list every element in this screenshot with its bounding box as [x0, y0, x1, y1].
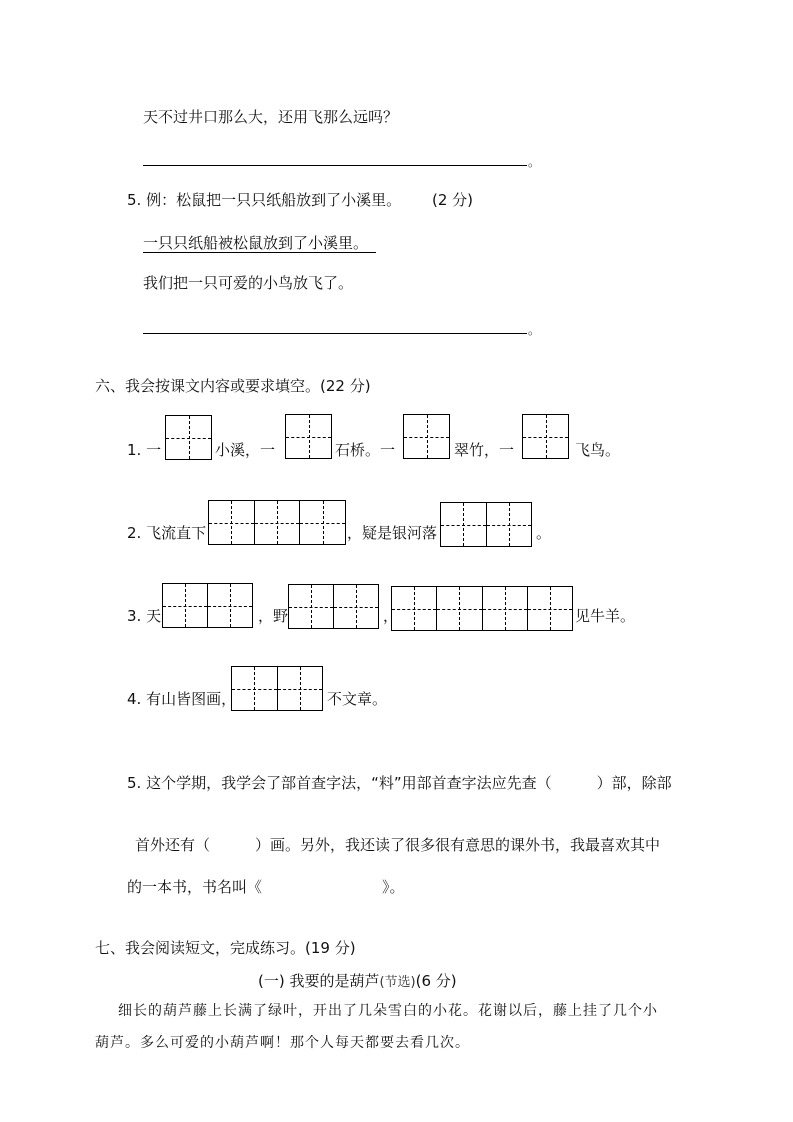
q5-line1: 5. 这个学期，我学会了部首查字法，“料”用部首查字法应先查（ ）部，除部 [127, 774, 672, 792]
passage-line: 细长的葫芦藤上长满了绿叶，开出了几朵雪白的小花。花谢以后，藤上挂了几个小 [118, 1003, 658, 1019]
end-mark: 。 [528, 323, 541, 337]
q5-line3: 的一本书，书名叫《 》。 [127, 878, 405, 896]
passage-heading [258, 972, 457, 992]
answer-line[interactable] [143, 333, 527, 334]
section7-title: 七、我会阅读短文，完成练习。(19 分) [95, 939, 356, 957]
q5-sentence: 我们把一只可爱的小鸟放飞了。 [143, 274, 354, 292]
char-box[interactable] [288, 584, 379, 629]
fill-text: 见牛羊。 [575, 607, 636, 625]
fill-text: 1. 一 [127, 441, 162, 459]
fill-text: 翠竹，一 [454, 441, 515, 459]
q5-line2: 首外还有（ ）画。另外，我还读了很多很有意思的课外书，我最喜欢其中 [135, 836, 661, 854]
passage-note: (节选) [379, 975, 416, 990]
char-box[interactable] [440, 502, 532, 547]
fill-text: ，疑是银河落 [347, 524, 438, 542]
fill-text: 飞鸟。 [575, 441, 621, 459]
passage-line: 葫芦。多么可爱的小葫芦啊！那个人每天都要去看几次。 [95, 1035, 470, 1051]
char-box[interactable] [403, 414, 450, 459]
char-box[interactable] [208, 500, 346, 545]
char-box[interactable] [391, 586, 573, 631]
end-mark: 。 [528, 155, 541, 169]
fill-text: 。 [536, 524, 552, 542]
question-text: 天不过井口那么大，还用飞那么远吗？ [143, 108, 399, 126]
char-box[interactable] [162, 583, 253, 628]
fill-text: 不文章。 [327, 690, 388, 708]
fill-text: 2. 飞流直下 [127, 524, 207, 542]
char-box[interactable] [522, 414, 569, 459]
fill-text: ， [383, 607, 399, 625]
char-box[interactable] [231, 666, 323, 711]
char-box[interactable] [285, 414, 332, 459]
fill-text: 3. 天 [127, 607, 162, 625]
q5-prompt: 5. 例：松鼠把一只只纸船放到了小溪里。 [127, 191, 402, 209]
answer-line[interactable] [143, 165, 527, 166]
passage-score: (6 分) [415, 972, 457, 990]
fill-text: 小溪，一 [215, 441, 276, 459]
section6-title: 六、我会按课文内容或要求填空。(22 分) [95, 377, 371, 395]
char-box[interactable] [165, 415, 212, 460]
q5-score: (2 分) [432, 191, 474, 209]
fill-text: 石桥。一 [335, 441, 396, 459]
q5-example-answer: 一只只纸船被松鼠放到了小溪里。 [143, 234, 376, 253]
fill-text: ，野 [258, 607, 289, 625]
fill-text: 4. 有山皆图画， [127, 690, 237, 708]
passage-title: (一) 我要的是葫芦 [258, 972, 380, 990]
